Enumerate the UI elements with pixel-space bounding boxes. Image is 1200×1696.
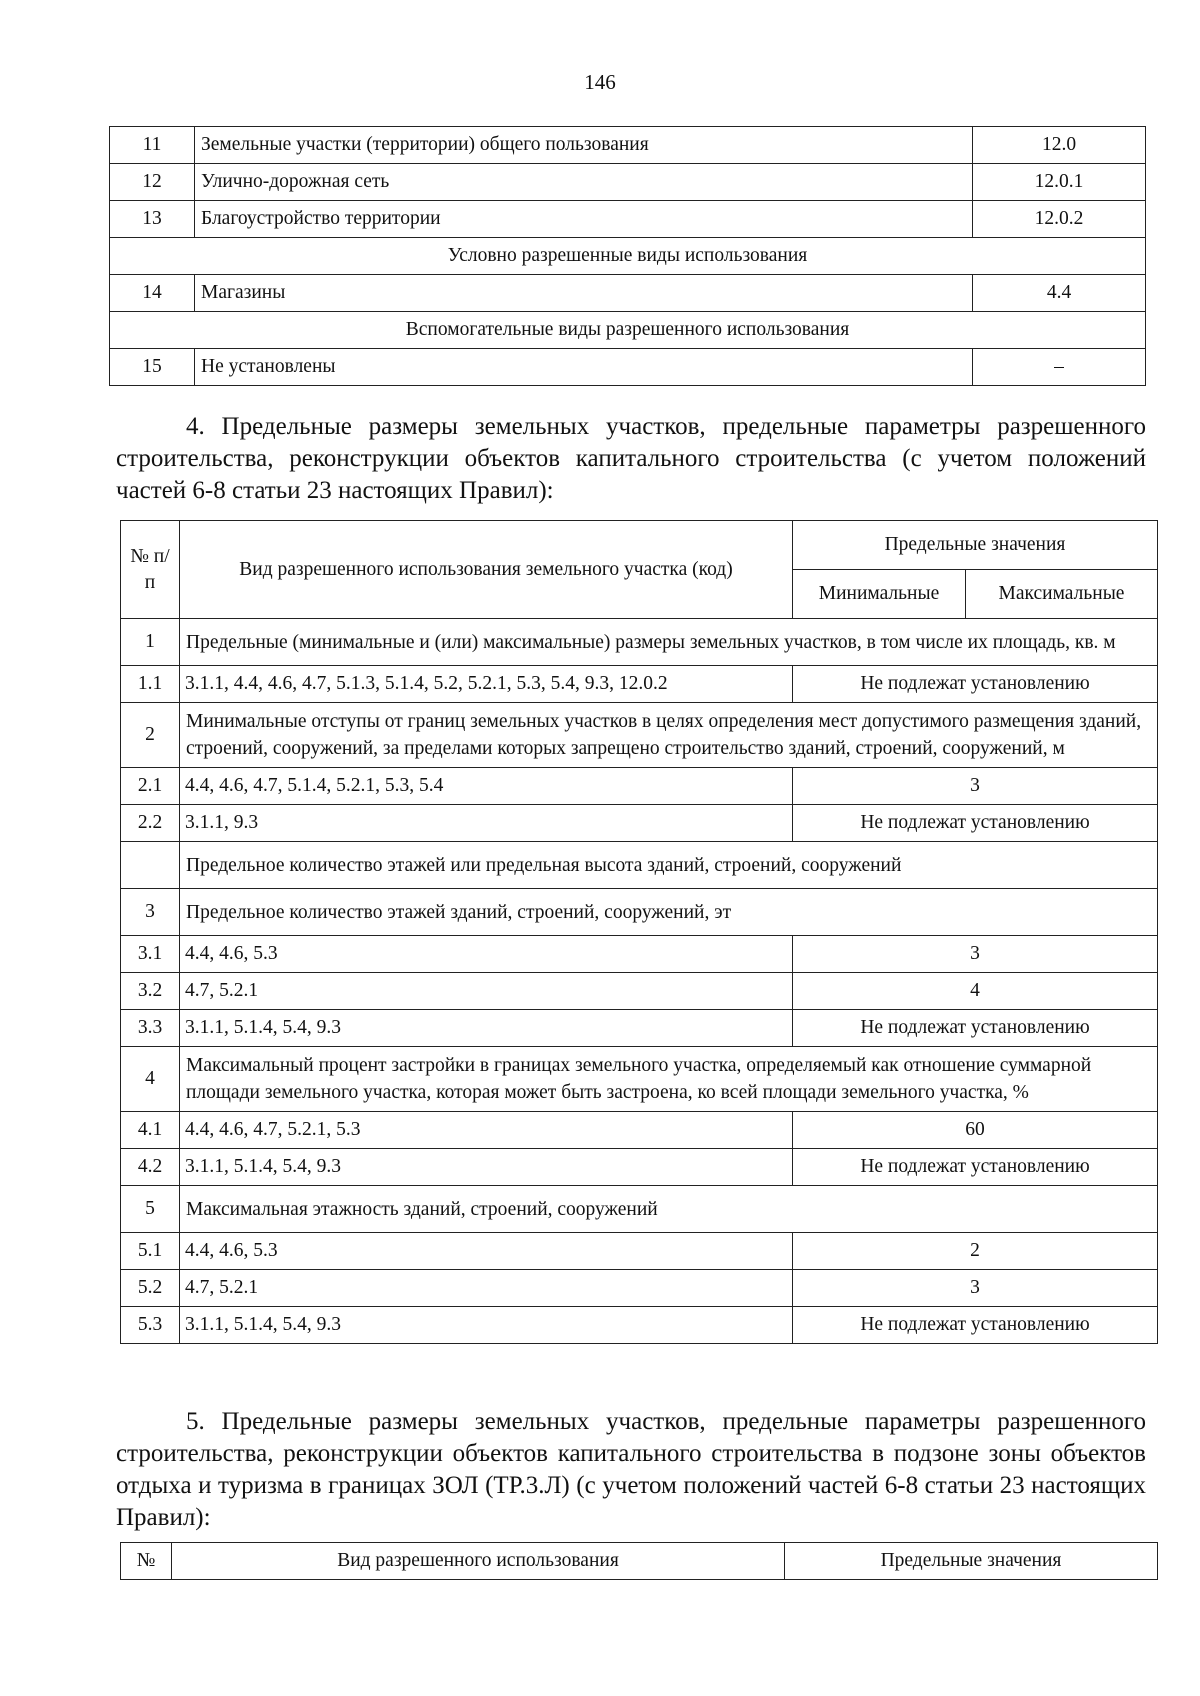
row-number: 2 bbox=[121, 703, 180, 768]
row-codes: 3.1.1, 4.4, 4.6, 4.7, 5.1.3, 5.1.4, 5.2, 5.2.1, 5.3, 5.4, 9.3, 12.0.2 bbox=[180, 666, 793, 703]
header-limits: Предельные значения bbox=[793, 521, 1158, 570]
row-use-name: Благоустройство территории bbox=[195, 201, 973, 238]
row-number: 3 bbox=[121, 889, 180, 936]
table-row bbox=[121, 1233, 1158, 1270]
row-value: 4 bbox=[793, 973, 1158, 1010]
row-value: Не подлежат установлению bbox=[793, 1149, 1158, 1186]
row-number: 3.3 bbox=[121, 1010, 180, 1047]
row-code: 12.0 bbox=[973, 127, 1146, 164]
row-codes: 3.1.1, 5.1.4, 5.4, 9.3 bbox=[180, 1149, 793, 1186]
row-description: Минимальные отступы от границ земельных участков в целях определения мест допустимого размещения зданий, строений, сооружений, за пределами которых запрещено строительство зданий, строений, сооружений, м bbox=[180, 703, 1158, 768]
row-number: 11 bbox=[110, 127, 195, 164]
table-row bbox=[121, 889, 1158, 936]
row-code: 12.0.1 bbox=[973, 164, 1146, 201]
row-codes: 4.4, 4.6, 4.7, 5.2.1, 5.3 bbox=[180, 1112, 793, 1149]
row-number: 14 bbox=[110, 275, 195, 312]
limits-table bbox=[120, 520, 1158, 1344]
page-number: 146 bbox=[584, 70, 616, 94]
row-number: 1.1 bbox=[121, 666, 180, 703]
paragraph-4-text: 4. Предельные размеры земельных участков, предельные параметры разрешенного строительства, реконструкции объектов капитального строительства (с учетом положений частей 6-8 статьи 23 настоящих Правил): bbox=[116, 413, 1146, 504]
table-row bbox=[121, 936, 1158, 973]
table-row bbox=[121, 768, 1158, 805]
row-use-name: Улично-дорожная сеть bbox=[195, 164, 973, 201]
row-use-name: Магазины bbox=[195, 275, 973, 312]
row-value: 3 bbox=[793, 936, 1158, 973]
paragraph-5 bbox=[116, 1406, 1146, 1534]
row-number: 2.2 bbox=[121, 805, 180, 842]
table-row bbox=[110, 275, 1146, 312]
limits-table-header-row bbox=[121, 521, 1158, 570]
row-codes: 4.4, 4.6, 5.3 bbox=[180, 936, 793, 973]
row-use-name: Не установлены bbox=[195, 349, 973, 386]
table-row bbox=[121, 805, 1158, 842]
section-conditional-uses: Условно разрешенные виды использования bbox=[110, 238, 1146, 275]
table-row bbox=[121, 619, 1158, 666]
row-codes: 4.4, 4.6, 5.3 bbox=[180, 1233, 793, 1270]
header-max: Максимальные bbox=[966, 570, 1158, 619]
table-row bbox=[110, 127, 1146, 164]
table-row bbox=[121, 973, 1158, 1010]
row-codes: 3.1.1, 9.3 bbox=[180, 805, 793, 842]
row-number: 5.3 bbox=[121, 1307, 180, 1344]
section-row bbox=[110, 238, 1146, 275]
row-number: 2.1 bbox=[121, 768, 180, 805]
header-use-type: Вид разрешенного использования земельного участка (код) bbox=[180, 521, 793, 619]
header-min: Минимальные bbox=[793, 570, 966, 619]
limits-table-2-header-row bbox=[121, 1543, 1158, 1580]
row-value: 3 bbox=[793, 1270, 1158, 1307]
header-num: № bbox=[121, 1543, 172, 1580]
paragraph-5-text: 5. Предельные размеры земельных участков, предельные параметры разрешенного строительства, реконструкции объектов капитального строительства в подзоне зоны объектов отдыха и туризма в границах ЗОЛ (ТР.3.Л) (с учетом положений частей 6-8 статьи 23 настоящих Правил): bbox=[116, 1408, 1146, 1531]
row-codes: 3.1.1, 5.1.4, 5.4, 9.3 bbox=[180, 1010, 793, 1047]
table-row bbox=[121, 1010, 1158, 1047]
row-description: Предельное количество этажей или предельная высота зданий, строений, сооружений bbox=[180, 842, 1158, 889]
row-value: Не подлежат установлению bbox=[793, 1010, 1158, 1047]
row-number: 5.1 bbox=[121, 1233, 180, 1270]
section-row bbox=[110, 312, 1146, 349]
header-num: № п/п bbox=[121, 521, 180, 619]
table-row bbox=[121, 1270, 1158, 1307]
section-auxiliary-uses: Вспомогательные виды разрешенного использования bbox=[110, 312, 1146, 349]
table-row bbox=[121, 1186, 1158, 1233]
row-value: 60 bbox=[793, 1112, 1158, 1149]
permitted-uses-table bbox=[109, 126, 1146, 386]
table-row bbox=[121, 703, 1158, 768]
row-description: Максимальная этажность зданий, строений, сооружений bbox=[180, 1186, 1158, 1233]
row-value: 2 bbox=[793, 1233, 1158, 1270]
table-row bbox=[110, 349, 1146, 386]
row-value: Не подлежат установлению bbox=[793, 666, 1158, 703]
table-row bbox=[121, 1149, 1158, 1186]
row-number: 13 bbox=[110, 201, 195, 238]
table-row bbox=[121, 1307, 1158, 1344]
table-row bbox=[110, 201, 1146, 238]
row-codes: 3.1.1, 5.1.4, 5.4, 9.3 bbox=[180, 1307, 793, 1344]
row-value: 3 bbox=[793, 768, 1158, 805]
row-use-name: Земельные участки (территории) общего пользования bbox=[195, 127, 973, 164]
row-number: 12 bbox=[110, 164, 195, 201]
row-number: 4 bbox=[121, 1047, 180, 1112]
table-row bbox=[121, 842, 1158, 889]
row-code: 4.4 bbox=[973, 275, 1146, 312]
row-number: 3.1 bbox=[121, 936, 180, 973]
table-row bbox=[110, 164, 1146, 201]
limits-table-2 bbox=[120, 1542, 1158, 1580]
row-codes: 4.7, 5.2.1 bbox=[180, 1270, 793, 1307]
row-number: 4.2 bbox=[121, 1149, 180, 1186]
row-number: 3.2 bbox=[121, 973, 180, 1010]
table-row bbox=[121, 1112, 1158, 1149]
row-codes: 4.7, 5.2.1 bbox=[180, 973, 793, 1010]
row-codes: 4.4, 4.6, 4.7, 5.1.4, 5.2.1, 5.3, 5.4 bbox=[180, 768, 793, 805]
paragraph-4 bbox=[116, 411, 1146, 507]
row-description: Предельное количество этажей зданий, строений, сооружений, эт bbox=[180, 889, 1158, 936]
row-code: 12.0.2 bbox=[973, 201, 1146, 238]
row-number: 15 bbox=[110, 349, 195, 386]
row-code: – bbox=[973, 349, 1146, 386]
table-row bbox=[121, 666, 1158, 703]
row-number: 1 bbox=[121, 619, 180, 666]
row-number: 4.1 bbox=[121, 1112, 180, 1149]
row-description: Максимальный процент застройки в границах земельного участка, определяемый как отношение суммарной площади земельного участка, которая может быть застроена, ко всей площади земельного участка, % bbox=[180, 1047, 1158, 1112]
row-value: Не подлежат установлению bbox=[793, 1307, 1158, 1344]
row-number: 5 bbox=[121, 1186, 180, 1233]
table-row bbox=[121, 1047, 1158, 1112]
header-use-type: Вид разрешенного использования bbox=[172, 1543, 785, 1580]
header-limits: Предельные значения bbox=[785, 1543, 1158, 1580]
row-value: Не подлежат установлению bbox=[793, 805, 1158, 842]
row-description: Предельные (минимальные и (или) максимальные) размеры земельных участков, в том числе их площадь, кв. м bbox=[180, 619, 1158, 666]
row-number: 5.2 bbox=[121, 1270, 180, 1307]
row-number bbox=[121, 842, 180, 889]
